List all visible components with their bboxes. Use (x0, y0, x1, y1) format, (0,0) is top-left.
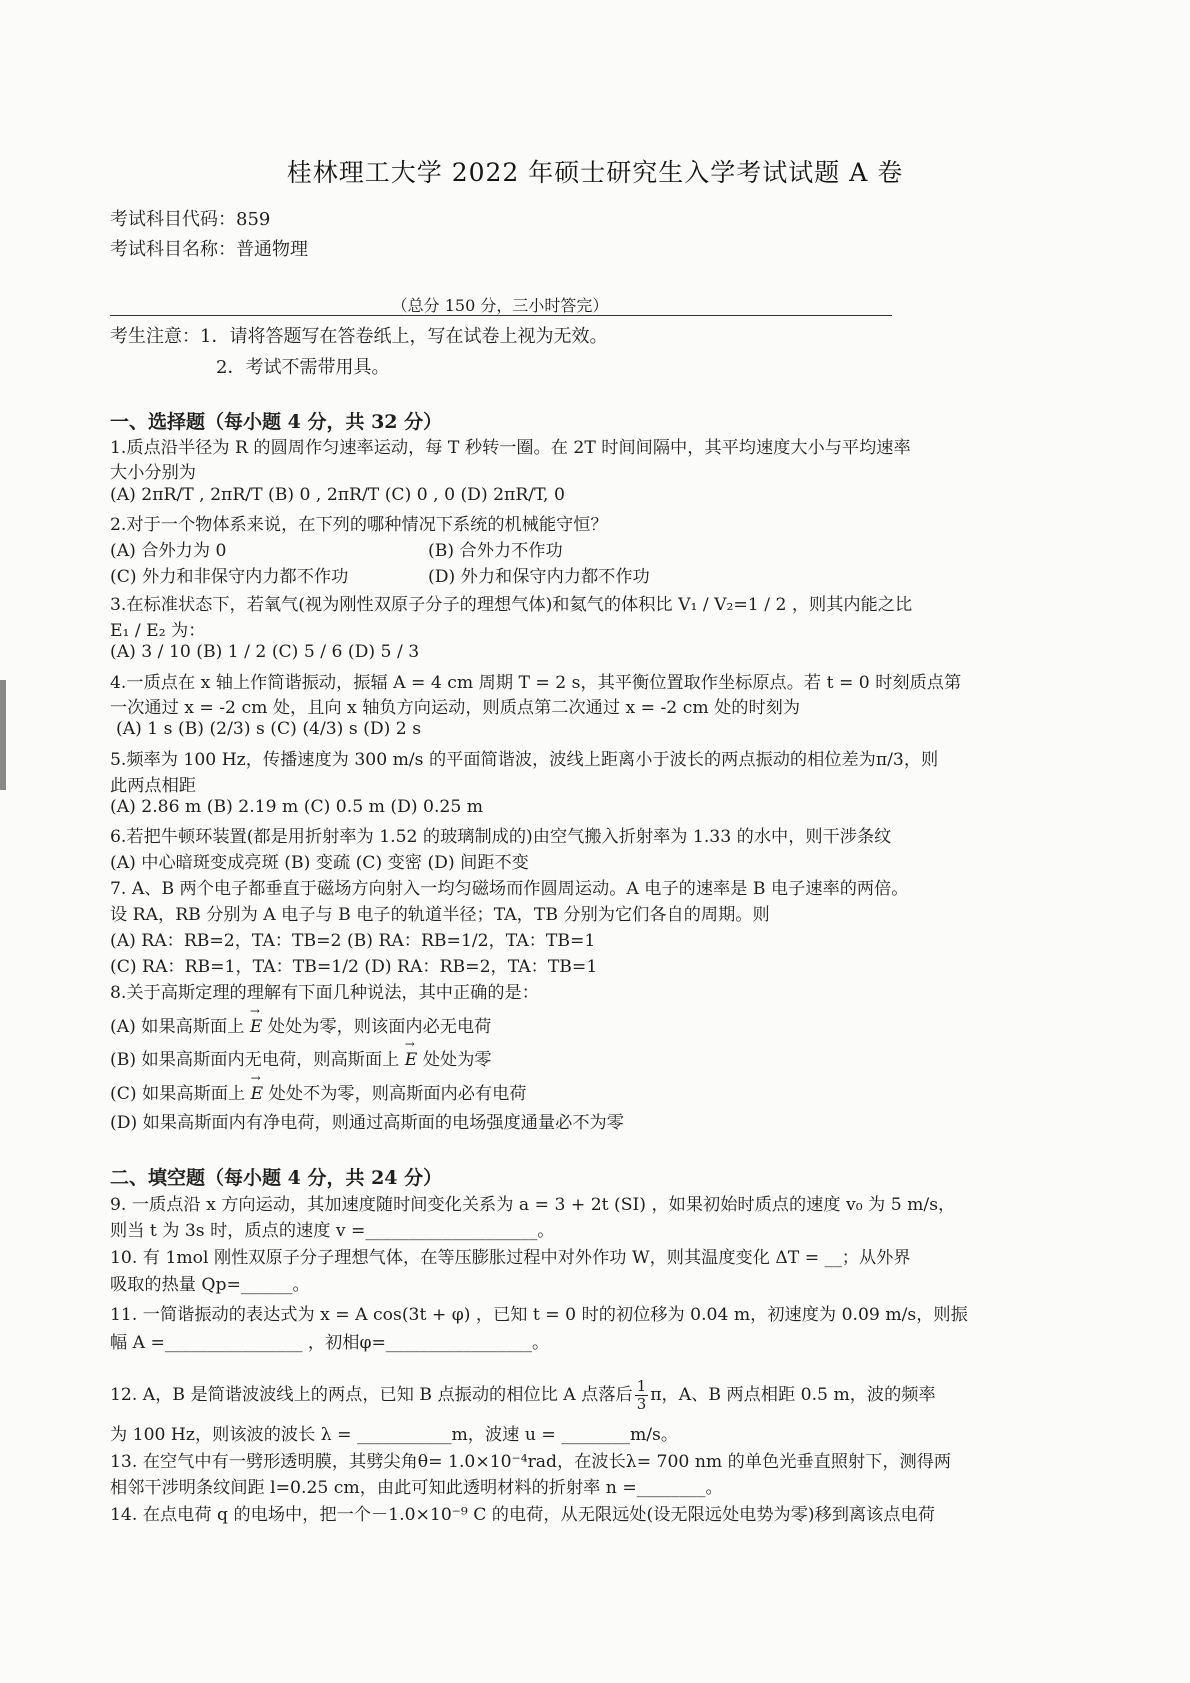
q8-stem: 8.关于高斯定理的理解有下面几种说法，其中正确的是： (110, 983, 539, 1003)
section-1-title: 一、选择题（每小题 4 分，共 32 分） (110, 411, 443, 433)
fraction-denominator: 3 (636, 1395, 647, 1413)
q3-line-2: E₁ / E₂ 为： (110, 621, 206, 641)
q14-line-1: 14. 在点电荷 q 的电场中，把一个－1.0×10⁻⁹ C 的电荷，从无限远处(设无限远处电势为零)移到离该点电荷 (110, 1505, 935, 1525)
q5-line-2: 此两点相距 (110, 776, 196, 796)
q2-option-d: (D) 外力和保守内力都不作功 (428, 567, 650, 587)
subject-code: 考试科目代码：859 (110, 209, 271, 230)
q8-option-d: (D) 如果高斯面内有净电荷，则通过高斯面的电场强度通量必不为零 (110, 1113, 624, 1133)
header-divider (110, 315, 892, 316)
q9-line-1: 9. 一质点沿 x 方向运动，其加速度随时间变化关系为 a = 3 + 2t (SI) ，如果初始时质点的速度 v₀ 为 5 m/s， (110, 1195, 956, 1215)
q4-options: (A) 1 s (B) (2/3) s (C) (4/3) s (D) 2 s (116, 719, 422, 739)
q2-option-b: (B) 合外力不作功 (428, 541, 563, 561)
q12-line-1-post: π，A、B 两点相距 0.5 m，波的频率 (650, 1385, 936, 1405)
q1-line-1: 1.质点沿半径为 R 的圆周作匀速率运动，每 T 秒转一圈。在 2T 时间间隔中，其平均速度大小与平均速率 (110, 438, 911, 458)
q4-line-2: 一次通过 x = -2 cm 处，且向 x 轴负方向运动，则质点第二次通过 x = -2 cm 处的时刻为 (110, 698, 801, 718)
q11-line-1: 11. 一简谐振动的表达式为 x = A cos(3t + φ) ，已知 t = 0 时的初位移为 0.04 m，初速度为 0.09 m/s，则振 (110, 1305, 968, 1325)
q5-line-1: 5.频率为 100 Hz，传播速度为 300 m/s 的平面简谐波，波线上距离小于波长的两点振动的相位差为π/3，则 (110, 750, 939, 770)
q7-line-2: 设 RA，RB 分别为 A 电子与 B 电子的轨道半径；TA，TB 分别为它们各自的周期。则 (110, 905, 770, 925)
q2-option-a: (A) 合外力为 0 (110, 541, 227, 561)
total-score-note: （总分 150 分，三小时答完） (391, 296, 609, 315)
q8-a-post: 处处为零，则该面内必无电荷 (267, 1017, 492, 1037)
q11-line-2: 幅 A =________________ ，初相φ=_________________。 (110, 1333, 550, 1353)
subject-name: 考试科目名称：普通物理 (110, 239, 308, 260)
q8-a-pre: (A) 如果高斯面上 (110, 1017, 245, 1037)
q8-c-post: 处处不为零，则高斯面内必有电荷 (268, 1084, 527, 1104)
q7-line-1: 7. A、B 两个电子都垂直于磁场方向射入一均匀磁场而作圆周运动。A 电子的速率是 B 电子速率的两倍。 (110, 879, 909, 899)
q13-line-2: 相邻干涉明条纹间距 l=0.25 cm，由此可知此透明材料的折射率 n =________。 (110, 1478, 723, 1498)
scan-edge-mark (0, 680, 6, 790)
q13-line-1: 13. 在空气中有一劈形透明膜，其劈尖角θ= 1.0×10⁻⁴rad，在波长λ= 700 nm 的单色光垂直照射下，测得两 (110, 1452, 952, 1472)
q2-stem: 2.对于一个物体系来说，在下列的哪种情况下系统的机械能守恒？ (110, 515, 608, 535)
q1-options: (A) 2πR/T , 2πR/T (B) 0 , 2πR/T (C) 0 , 0 (D) 2πR/T, 0 (110, 485, 565, 505)
e-field-vector-symbol: → E (250, 1017, 263, 1037)
notice-item-1: 考生注意：1．请将答题写在答卷纸上，写在试卷上视为无效。 (110, 326, 608, 347)
section-2-title: 二、填空题（每小题 4 分，共 24 分） (110, 1167, 443, 1189)
e-field-vector-symbol: → E (405, 1050, 418, 1070)
q5-options: (A) 2.86 m (B) 2.19 m (C) 0.5 m (D) 0.25 m (110, 797, 484, 817)
q9-line-2: 则当 t 为 3s 时，质点的速度 v =____________________。 (110, 1221, 555, 1241)
q8-option-a (110, 1012, 491, 1037)
q8-b-post: 处处为零 (422, 1050, 492, 1070)
q8-option-b (110, 1045, 492, 1070)
q3-line-1: 3.在标准状态下，若氧气(视为刚性双原子分子的理想气体)和氦气的体积比 V₁ / V₂=1 / 2 ，则其内能之比 (110, 595, 913, 615)
q8-b-pre: (B) 如果高斯面内无电荷，则高斯面上 (110, 1050, 400, 1070)
one-third-fraction (635, 1378, 649, 1413)
q12-line-1-pre: 12. A，B 是简谐波波线上的两点，已知 B 点振动的相位比 A 点落后 (110, 1385, 633, 1405)
notice-item-2-text: 2．考试不需带用具。 (216, 357, 390, 378)
exam-title: 桂林理工大学 2022 年硕士研究生入学考试试题 A 卷 (286, 158, 904, 187)
notice-item-2 (110, 353, 389, 379)
q10-line-1: 10. 有 1mol 刚性双原子分子理想气体，在等压膨胀过程中对外作功 W，则其温度变化 ΔT = __；从外界 (110, 1248, 911, 1268)
q8-c-pre: (C) 如果高斯面上 (110, 1084, 246, 1104)
e-field-vector-symbol: → E (251, 1084, 264, 1104)
fraction-numerator: 1 (636, 1377, 647, 1395)
q6-options: (A) 中心暗斑变成亮斑 (B) 变疏 (C) 变密 (D) 间距不变 (110, 853, 529, 873)
q8-option-c (110, 1079, 526, 1104)
q3-options: (A) 3 / 10 (B) 1 / 2 (C) 5 / 6 (D) 5 / 3 (110, 642, 420, 662)
q12-line-2: 为 100 Hz，则该波的波长 λ = ___________m，波速 u = ________m/s。 (110, 1425, 679, 1445)
q2-option-c: (C) 外力和非保守内力都不作功 (110, 567, 349, 587)
q7-options-cd: (C) RA：RB=1，TA：TB=1/2 (D) RA：RB=2，TA：TB=1 (110, 957, 598, 977)
q7-options-ab: (A) RA：RB=2，TA：TB=2 (B) RA：RB=1/2，TA：TB=1 (110, 931, 596, 951)
q6-stem: 6.若把牛顿环装置(都是用折射率为 1.52 的玻璃制成的)由空气搬入折射率为 1.33 的水中，则干涉条纹 (110, 827, 892, 847)
q1-line-2: 大小分别为 (110, 463, 196, 483)
q10-line-2: 吸取的热量 Qp=______。 (110, 1275, 310, 1295)
q12-line-1 (110, 1378, 936, 1413)
q4-line-1: 4.一质点在 x 轴上作简谐振动，振辐 A = 4 cm 周期 T = 2 s，其平衡位置取作坐标原点。若 t = 0 时刻质点第 (110, 673, 962, 693)
